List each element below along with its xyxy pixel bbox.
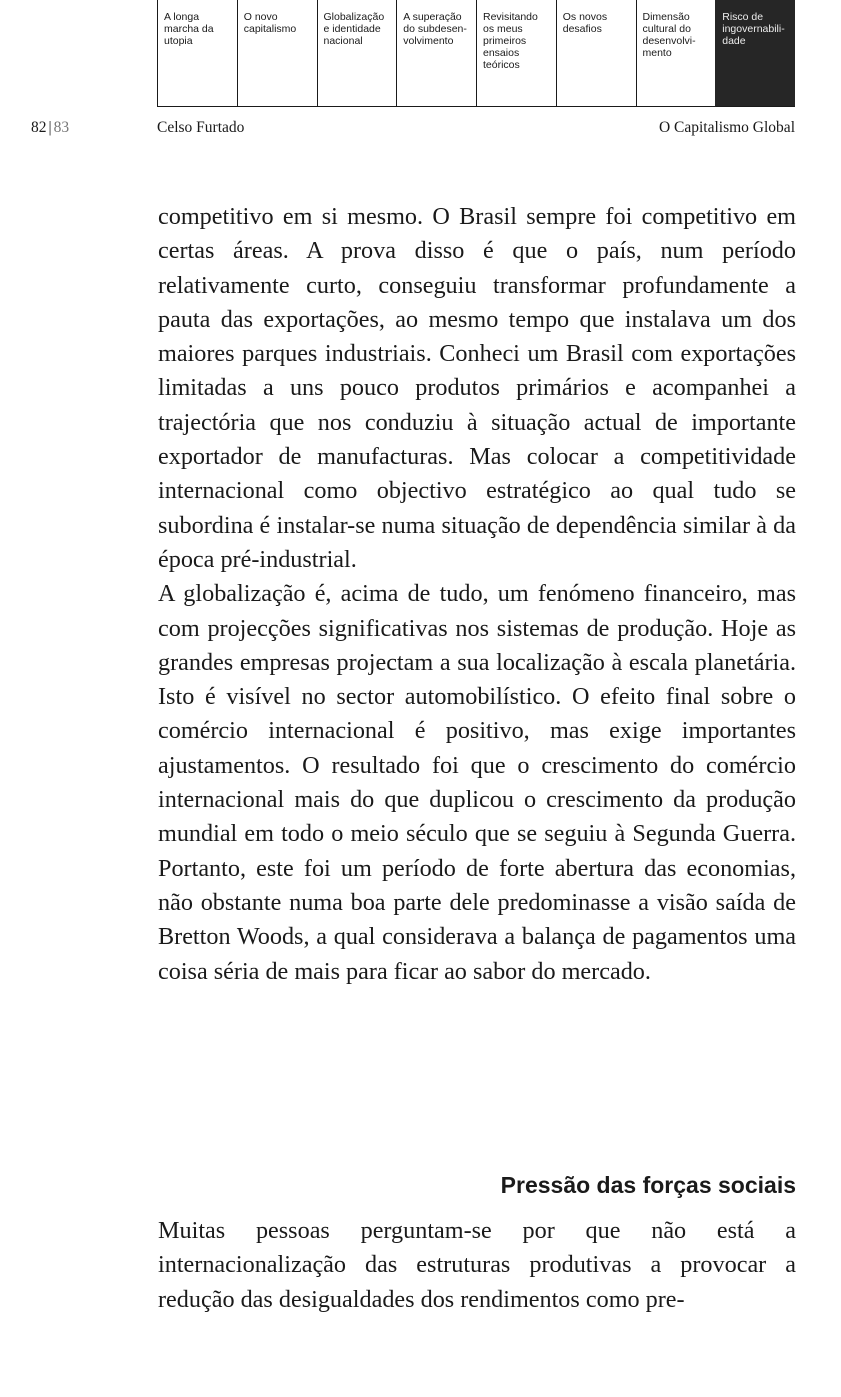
paragraph: competitivo em si mesmo. O Brasil sempre foi competitivo em certas áreas. A prova disso é que o país, num período relativamente curto, conseguiu transformar profundamente a pauta das exportações, ao mesmo tempo que instalava um dos maiores parques industriais. Conheci um Brasil com exportações limitadas a uns pouco produtos primários e acompanhei a trajectória que nos conduziu à situação actual de importante exportador de manufacturas. Mas colocar a competitividade internacional como objectivo estratégico ao qual tudo se subordina é instalar-se numa situação de dependência similar à da época pré-industrial. <box>158 203 796 573</box>
running-head <box>0 117 841 139</box>
body-text <box>158 200 796 989</box>
tab-novos-desafios[interactable]: Os novos desafios <box>556 0 636 107</box>
paragraph: Muitas pessoas perguntam-se por que não está a internacionalização das estruturas produtivas a provocar a redução das desigualdades dos rendimentos como pre- <box>158 1217 796 1313</box>
chapter-tabs <box>157 0 795 107</box>
page-number-right: 83 <box>53 119 70 136</box>
page-number-left: 82 <box>31 119 47 136</box>
author-name: Celso Furtado <box>157 119 245 136</box>
page-numbers <box>31 117 69 139</box>
page-number-separator: | <box>48 119 52 136</box>
tab-risco-ingovernabilidade[interactable]: Risco de ingovernabili- dade <box>715 0 795 107</box>
book-title: O Capitalismo Global <box>658 119 795 136</box>
tab-globalizacao-identidade[interactable]: Globalização e identidade nacional <box>317 0 397 107</box>
tab-dimensao-cultural[interactable]: Dimensão cultural do desenvolvi- mento <box>636 0 716 107</box>
tab-superacao-subdesenvolvimento[interactable]: A superação do subdesen- volvimento <box>396 0 476 107</box>
section-body <box>158 1214 796 1317</box>
tab-novo-capitalismo[interactable]: O novo capitalismo <box>237 0 317 107</box>
paragraph: A globalização é, acima de tudo, um fenómeno financeiro, mas com projecções significativas nos sistemas de produção. Hoje as grandes empresas projectam a sua localização à escala planetária. Isto é visível no sector automobilístico. O efeito final sobre o comércio internacional é positivo, mas exige importantes ajustamentos. O resultado foi que o crescimento do comércio internacional mais do que duplicou o crescimento da produção mundial em todo o meio século que se seguiu à Segunda Guerra. Portanto, este foi um período de forte abertura das economias, não obstante numa boa parte dele predominasse a visão saída de Bretton Woods, a qual considerava a balança de pagamentos uma coisa séria de mais para ficar ao sabor do mercado. <box>158 580 796 985</box>
section-heading: Pressão das forças sociais <box>500 1172 796 1199</box>
tab-revisitando-ensaios[interactable]: Revisitando os meus primeiros ensaios teóricos <box>476 0 556 107</box>
tab-longa-marcha-utopia[interactable]: A longa marcha da utopia <box>157 0 237 107</box>
